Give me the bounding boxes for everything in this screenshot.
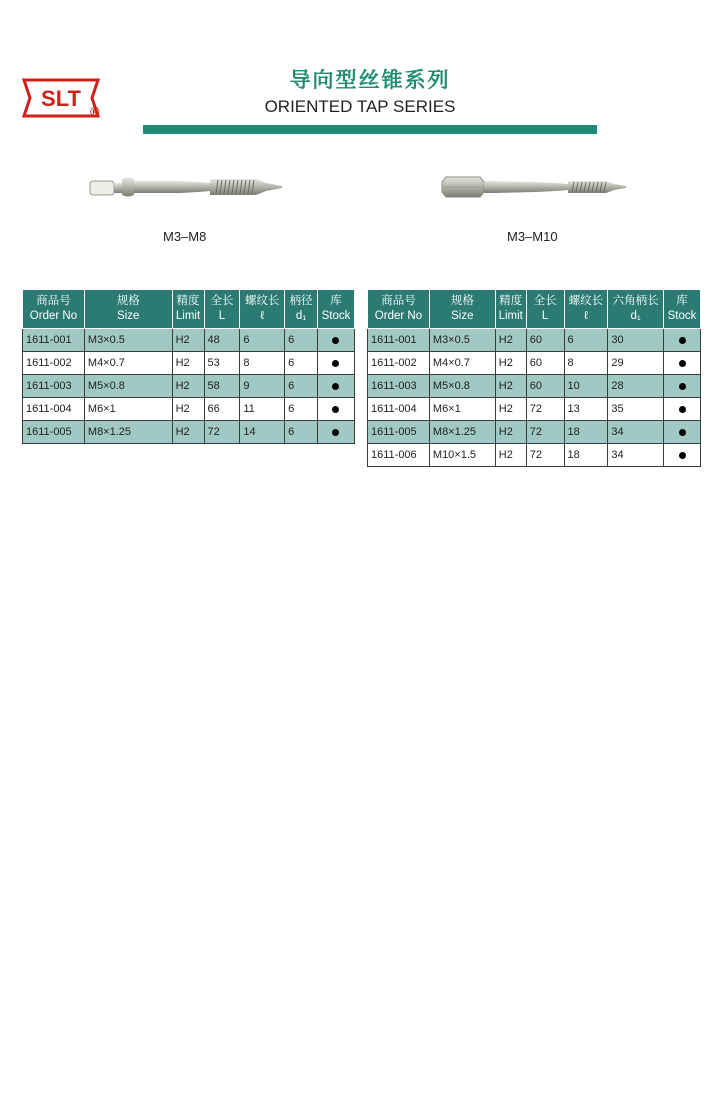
cell-length: 58 — [204, 375, 240, 398]
cell-limit: H2 — [172, 375, 204, 398]
in-stock-dot-icon — [679, 452, 686, 459]
cell-shank-diameter: 6 — [285, 375, 318, 398]
cell-length: 72 — [526, 444, 564, 467]
cell-size: M6×1 — [429, 398, 495, 421]
cell-order-no: 1611-005 — [23, 421, 85, 444]
cell-thread-length: 10 — [564, 375, 608, 398]
cell-shank-diameter: 6 — [285, 329, 318, 352]
cell-order-no: 1611-003 — [23, 375, 85, 398]
in-stock-dot-icon — [332, 383, 339, 390]
cell-length: 66 — [204, 398, 240, 421]
cell-limit: H2 — [495, 329, 526, 352]
spec-table-hex-shank — [367, 289, 701, 467]
header-stock: 库 Stock — [664, 290, 701, 329]
cell-thread-length: 13 — [564, 398, 608, 421]
cell-limit: H2 — [172, 352, 204, 375]
in-stock-dot-icon — [679, 429, 686, 436]
table-row — [368, 375, 701, 398]
header-size: 规格 Size — [84, 290, 172, 329]
title-chinese: 导向型丝锥系列 — [289, 67, 451, 92]
cell-hex-shank-length: 34 — [608, 444, 664, 467]
header-size: 规格 Size — [429, 290, 495, 329]
tap-image-hex-shank — [440, 172, 628, 202]
tap-image-round-shank — [88, 172, 292, 202]
cell-order-no: 1611-004 — [368, 398, 430, 421]
cell-shank-diameter: 6 — [285, 398, 318, 421]
in-stock-dot-icon — [679, 360, 686, 367]
cell-length: 60 — [526, 352, 564, 375]
cell-order-no: 1611-001 — [368, 329, 430, 352]
cell-stock — [317, 329, 354, 352]
table-row — [23, 352, 355, 375]
cell-stock — [317, 421, 354, 444]
table-row — [23, 421, 355, 444]
cell-thread-length: 18 — [564, 444, 608, 467]
cell-limit: H2 — [495, 352, 526, 375]
title-english: ORIENTED TAP SERIES — [264, 97, 456, 116]
in-stock-dot-icon — [332, 429, 339, 436]
in-stock-dot-icon — [332, 406, 339, 413]
cell-size: M5×0.8 — [429, 375, 495, 398]
cell-limit: H2 — [495, 398, 526, 421]
cell-size: M4×0.7 — [84, 352, 172, 375]
in-stock-dot-icon — [679, 337, 686, 344]
cell-thread-length: 6 — [240, 329, 285, 352]
header-stock: 库 Stock — [317, 290, 354, 329]
cell-size: M5×0.8 — [84, 375, 172, 398]
cell-stock — [664, 398, 701, 421]
table-row — [368, 421, 701, 444]
cell-stock — [317, 375, 354, 398]
cell-length: 60 — [526, 329, 564, 352]
cell-order-no: 1611-001 — [23, 329, 85, 352]
header-order-no: 商品号 Order No — [368, 290, 430, 329]
title-divider — [143, 125, 597, 134]
cell-order-no: 1611-005 — [368, 421, 430, 444]
in-stock-dot-icon — [332, 337, 339, 344]
cell-thread-length: 18 — [564, 421, 608, 444]
cell-hex-shank-length: 29 — [608, 352, 664, 375]
cell-stock — [317, 398, 354, 421]
cell-hex-shank-length: 34 — [608, 421, 664, 444]
header-thread-length: 螺纹长 ℓ — [564, 290, 608, 329]
cell-thread-length: 8 — [240, 352, 285, 375]
cell-stock — [664, 444, 701, 467]
table-row — [23, 398, 355, 421]
header-limit: 精度 Limit — [172, 290, 204, 329]
cell-length: 72 — [204, 421, 240, 444]
cell-size: M8×1.25 — [429, 421, 495, 444]
cell-thread-length: 11 — [240, 398, 285, 421]
cell-order-no: 1611-006 — [368, 444, 430, 467]
cell-hex-shank-length: 28 — [608, 375, 664, 398]
table-row — [23, 329, 355, 352]
cell-limit: H2 — [495, 421, 526, 444]
cell-length: 72 — [526, 421, 564, 444]
cell-length: 53 — [204, 352, 240, 375]
cell-size: M6×1 — [84, 398, 172, 421]
header-order-no: 商品号 Order No — [23, 290, 85, 329]
cell-thread-length: 14 — [240, 421, 285, 444]
header-length: 全长 L — [204, 290, 240, 329]
table-header-row — [368, 290, 701, 329]
header-length: 全长 L — [526, 290, 564, 329]
cell-stock — [664, 352, 701, 375]
cell-order-no: 1611-003 — [368, 375, 430, 398]
header-limit: 精度 Limit — [495, 290, 526, 329]
cell-limit: H2 — [172, 329, 204, 352]
spec-table-round-shank — [22, 289, 355, 444]
cell-length: 72 — [526, 398, 564, 421]
table-header-row — [23, 290, 355, 329]
cell-size: M4×0.7 — [429, 352, 495, 375]
table-row — [368, 398, 701, 421]
cell-thread-length: 9 — [240, 375, 285, 398]
cell-hex-shank-length: 30 — [608, 329, 664, 352]
in-stock-dot-icon — [679, 383, 686, 390]
product-caption-right: M3–M10 — [507, 229, 558, 244]
cell-limit: H2 — [495, 375, 526, 398]
svg-text:SLT: SLT — [41, 86, 81, 111]
cell-stock — [317, 352, 354, 375]
header-shank-diameter: 柄径 d₁ — [285, 290, 318, 329]
registered-mark: ® — [90, 104, 100, 119]
table-row — [368, 444, 701, 467]
table-row — [368, 352, 701, 375]
cell-stock — [664, 329, 701, 352]
cell-length: 48 — [204, 329, 240, 352]
cell-shank-diameter: 6 — [285, 421, 318, 444]
cell-limit: H2 — [172, 421, 204, 444]
cell-stock — [664, 375, 701, 398]
product-caption-left: M3–M8 — [163, 229, 207, 244]
header-hex-shank-length: 六角柄长 d₁ — [608, 290, 664, 329]
cell-order-no: 1611-004 — [23, 398, 85, 421]
cell-size: M3×0.5 — [429, 329, 495, 352]
cell-hex-shank-length: 35 — [608, 398, 664, 421]
cell-shank-diameter: 6 — [285, 352, 318, 375]
cell-size: M8×1.25 — [84, 421, 172, 444]
table-row — [368, 329, 701, 352]
header-thread-length: 螺纹长 ℓ — [240, 290, 285, 329]
cell-limit: H2 — [172, 398, 204, 421]
cell-thread-length: 6 — [564, 329, 608, 352]
cell-thread-length: 8 — [564, 352, 608, 375]
cell-size: M3×0.5 — [84, 329, 172, 352]
cell-stock — [664, 421, 701, 444]
cell-length: 60 — [526, 375, 564, 398]
in-stock-dot-icon — [332, 360, 339, 367]
cell-limit: H2 — [495, 444, 526, 467]
in-stock-dot-icon — [679, 406, 686, 413]
table-row — [23, 375, 355, 398]
cell-size: M10×1.5 — [429, 444, 495, 467]
cell-order-no: 1611-002 — [23, 352, 85, 375]
cell-order-no: 1611-002 — [368, 352, 430, 375]
